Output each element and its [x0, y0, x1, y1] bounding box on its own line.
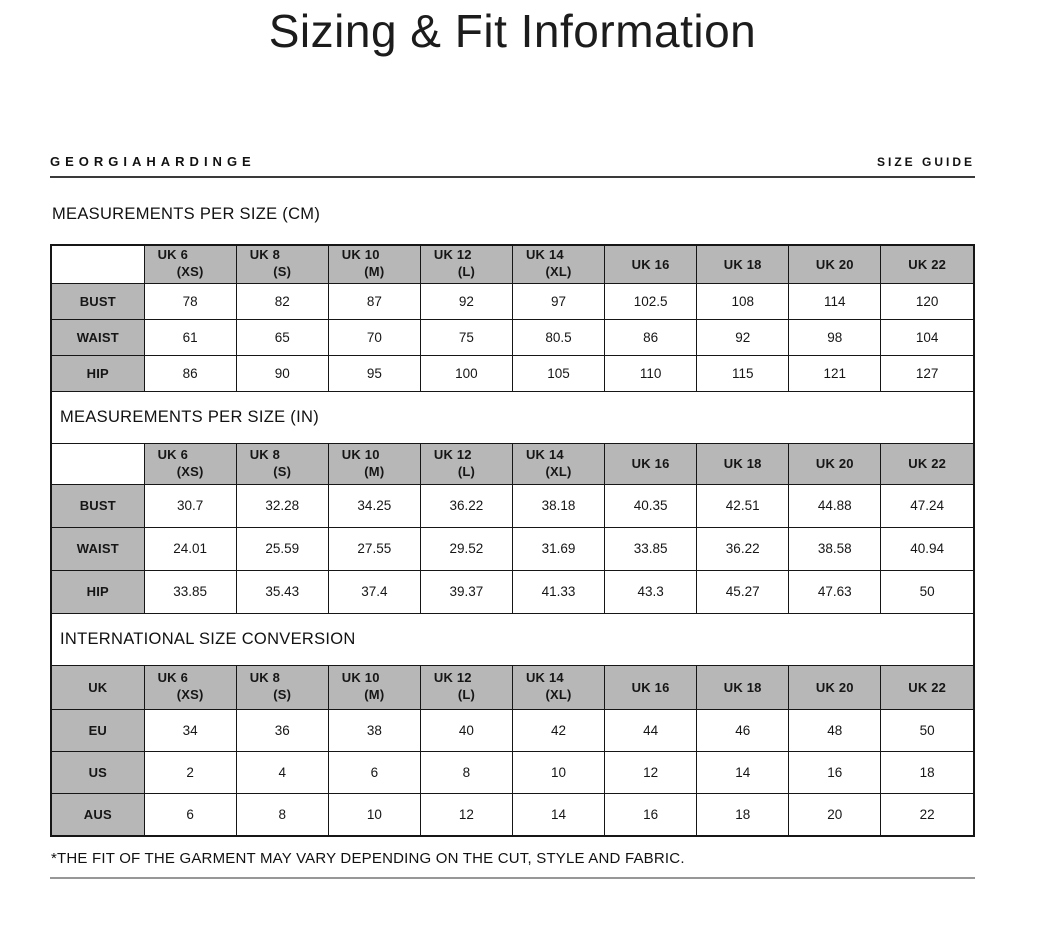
table-header-row — [52, 246, 973, 283]
column-header-cell — [328, 444, 420, 484]
value-cell: 38.58 — [789, 527, 881, 570]
value-cell: 34.25 — [328, 484, 420, 527]
value-cell: 108 — [697, 283, 789, 319]
header-divider — [50, 176, 975, 178]
size-uk-label: UK 16 — [631, 679, 670, 695]
value-cell: 39.37 — [420, 570, 512, 613]
table-slot-conversion — [52, 666, 973, 835]
column-header-lines — [237, 246, 328, 283]
size-letter-label: (XS) — [176, 264, 204, 280]
value-cell: 104 — [881, 319, 973, 355]
size-uk-label: UK 10 — [341, 247, 380, 263]
column-header-lines — [697, 246, 788, 283]
size-letter-label: (M) — [364, 687, 385, 703]
column-header-lines — [513, 246, 604, 283]
tables-container — [50, 244, 975, 837]
table-row — [52, 319, 973, 355]
size-uk-label: UK 20 — [815, 679, 854, 695]
footer-divider — [50, 877, 975, 879]
value-cell: 42 — [512, 709, 604, 751]
column-header-cell — [789, 666, 881, 709]
column-header-lines — [329, 246, 420, 283]
size-uk-label: UK 14 — [525, 670, 564, 686]
size-letter-label: (M) — [364, 264, 385, 280]
value-cell: 114 — [789, 283, 881, 319]
table-row — [52, 527, 973, 570]
size-uk-label: UK 20 — [815, 256, 854, 272]
column-header-lines — [789, 444, 880, 484]
value-cell: 16 — [605, 793, 697, 835]
brand-row — [50, 154, 975, 169]
size-table-measurements-cm — [52, 246, 973, 391]
column-header-cell — [881, 246, 973, 283]
value-cell: 38.18 — [512, 484, 604, 527]
table-header-row — [52, 444, 973, 484]
column-header-lines — [145, 444, 236, 484]
column-header-cell — [328, 666, 420, 709]
row-label-cell: BUST — [52, 484, 144, 527]
value-cell: 16 — [789, 751, 881, 793]
value-cell: 12 — [420, 793, 512, 835]
column-header-cell — [697, 666, 789, 709]
column-header-cell — [605, 246, 697, 283]
table-slot-in — [52, 444, 973, 613]
size-uk-label: UK 8 — [249, 446, 281, 462]
value-cell: 48 — [789, 709, 881, 751]
value-cell: 47.63 — [789, 570, 881, 613]
column-header-cell — [697, 246, 789, 283]
value-cell: 36 — [236, 709, 328, 751]
column-header-lines — [605, 444, 696, 484]
size-letter-label: (L) — [457, 687, 476, 703]
column-header-cell — [789, 246, 881, 283]
value-cell: 10 — [512, 751, 604, 793]
value-cell: 44 — [605, 709, 697, 751]
column-header-lines — [881, 666, 973, 709]
value-cell: 18 — [881, 751, 973, 793]
value-cell: 90 — [236, 355, 328, 391]
column-header-lines — [789, 666, 880, 709]
size-uk-label: UK 14 — [525, 446, 564, 462]
value-cell: 6 — [144, 793, 236, 835]
size-letter-label: (L) — [457, 463, 476, 479]
size-uk-label: UK 22 — [908, 456, 947, 472]
value-cell: 102.5 — [605, 283, 697, 319]
size-uk-label: UK 6 — [157, 446, 189, 462]
value-cell: 78 — [144, 283, 236, 319]
column-header-cell — [697, 444, 789, 484]
value-cell: 46 — [697, 709, 789, 751]
table-row — [52, 709, 973, 751]
value-cell: 34 — [144, 709, 236, 751]
value-cell: 27.55 — [328, 527, 420, 570]
section-heading-in: MEASUREMENTS PER SIZE (IN) — [52, 391, 973, 444]
column-header-lines — [145, 246, 236, 283]
size-letter-label: (XS) — [176, 687, 204, 703]
value-cell: 42.51 — [697, 484, 789, 527]
size-uk-label: UK 12 — [433, 446, 472, 462]
column-header-lines — [421, 666, 512, 709]
column-header-lines — [145, 666, 236, 709]
size-letter-label: (XS) — [176, 463, 204, 479]
size-letter-label: (XL) — [545, 687, 572, 703]
table-header-row — [52, 666, 973, 709]
value-cell: 40 — [420, 709, 512, 751]
column-header-lines — [697, 444, 788, 484]
size-uk-label: UK 12 — [433, 670, 472, 686]
value-cell: 32.28 — [236, 484, 328, 527]
column-header-cell — [236, 246, 328, 283]
value-cell: 110 — [605, 355, 697, 391]
column-header-lines — [421, 246, 512, 283]
column-header-cell — [605, 444, 697, 484]
row-label-cell: US — [52, 751, 144, 793]
column-header-cell — [420, 246, 512, 283]
corner-cell: UK — [52, 666, 144, 709]
column-header-cell — [512, 444, 604, 484]
size-uk-label: UK 8 — [249, 670, 281, 686]
value-cell: 31.69 — [512, 527, 604, 570]
table-row — [52, 484, 973, 527]
section-heading-cm: MEASUREMENTS PER SIZE (CM) — [52, 205, 321, 223]
value-cell: 82 — [236, 283, 328, 319]
value-cell: 65 — [236, 319, 328, 355]
column-header-cell — [605, 666, 697, 709]
column-header-cell — [420, 666, 512, 709]
table-row — [52, 355, 973, 391]
row-label-cell: WAIST — [52, 527, 144, 570]
value-cell: 24.01 — [144, 527, 236, 570]
size-table-international-size-conversion — [52, 666, 973, 835]
column-header-lines — [605, 666, 696, 709]
column-header-cell — [144, 246, 236, 283]
value-cell: 33.85 — [605, 527, 697, 570]
table-row — [52, 793, 973, 835]
column-header-cell — [512, 246, 604, 283]
value-cell: 86 — [605, 319, 697, 355]
size-uk-label: UK 10 — [341, 670, 380, 686]
value-cell: 36.22 — [697, 527, 789, 570]
size-letter-label: (XL) — [545, 463, 572, 479]
content-area — [0, 4, 1050, 879]
value-cell: 38 — [328, 709, 420, 751]
value-cell: 30.7 — [144, 484, 236, 527]
column-header-cell — [789, 444, 881, 484]
size-letter-label: (S) — [273, 463, 292, 479]
value-cell: 2 — [144, 751, 236, 793]
value-cell: 105 — [512, 355, 604, 391]
value-cell: 35.43 — [236, 570, 328, 613]
size-uk-label: UK 22 — [908, 679, 947, 695]
value-cell: 4 — [236, 751, 328, 793]
row-label-cell: WAIST — [52, 319, 144, 355]
size-uk-label: UK 20 — [815, 456, 854, 472]
column-header-lines — [329, 666, 420, 709]
size-uk-label: UK 22 — [908, 256, 947, 272]
value-cell: 92 — [420, 283, 512, 319]
column-header-lines — [237, 444, 328, 484]
row-label-cell: EU — [52, 709, 144, 751]
page-title: Sizing & Fit Information — [268, 5, 757, 57]
column-header-cell — [881, 444, 973, 484]
value-cell: 97 — [512, 283, 604, 319]
column-header-lines — [329, 444, 420, 484]
size-uk-label: UK 10 — [341, 446, 380, 462]
value-cell: 75 — [420, 319, 512, 355]
section-heading-conversion: INTERNATIONAL SIZE CONVERSION — [52, 613, 973, 666]
table-row — [52, 570, 973, 613]
size-uk-label: UK 18 — [723, 456, 762, 472]
value-cell: 6 — [328, 751, 420, 793]
value-cell: 61 — [144, 319, 236, 355]
size-uk-label: UK 14 — [525, 247, 564, 263]
corner-cell — [52, 444, 144, 484]
size-uk-label: UK 18 — [723, 256, 762, 272]
column-header-cell — [420, 444, 512, 484]
column-header-lines — [513, 444, 604, 484]
value-cell: 41.33 — [512, 570, 604, 613]
value-cell: 10 — [328, 793, 420, 835]
value-cell: 115 — [697, 355, 789, 391]
column-header-lines — [513, 666, 604, 709]
column-header-lines — [881, 246, 973, 283]
value-cell: 29.52 — [420, 527, 512, 570]
value-cell: 44.88 — [789, 484, 881, 527]
size-uk-label: UK 18 — [723, 679, 762, 695]
size-guide-page — [0, 4, 1050, 928]
value-cell: 8 — [236, 793, 328, 835]
table-row — [52, 751, 973, 793]
value-cell: 95 — [328, 355, 420, 391]
value-cell: 12 — [605, 751, 697, 793]
value-cell: 50 — [881, 570, 973, 613]
size-uk-label: UK 8 — [249, 247, 281, 263]
value-cell: 36.22 — [420, 484, 512, 527]
row-label-cell: BUST — [52, 283, 144, 319]
size-letter-label: (L) — [457, 264, 476, 280]
column-header-lines — [237, 666, 328, 709]
value-cell: 22 — [881, 793, 973, 835]
value-cell: 100 — [420, 355, 512, 391]
size-table-measurements-in — [52, 444, 973, 613]
value-cell: 40.35 — [605, 484, 697, 527]
value-cell: 120 — [881, 283, 973, 319]
value-cell: 45.27 — [697, 570, 789, 613]
column-header-cell — [144, 666, 236, 709]
value-cell: 121 — [789, 355, 881, 391]
table-slot-cm — [52, 246, 973, 391]
size-letter-label: (S) — [273, 687, 292, 703]
fit-disclaimer: *THE FIT OF THE GARMENT MAY VARY DEPENDING ON THE CUT, STYLE AND FABRIC. — [51, 850, 685, 867]
size-letter-label: (S) — [273, 264, 292, 280]
size-uk-label: UK 6 — [157, 247, 189, 263]
size-uk-label: UK 16 — [631, 256, 670, 272]
column-header-cell — [144, 444, 236, 484]
table-row — [52, 283, 973, 319]
column-header-lines — [697, 666, 788, 709]
value-cell: 37.4 — [328, 570, 420, 613]
value-cell: 43.3 — [605, 570, 697, 613]
column-header-cell — [236, 444, 328, 484]
column-header-lines — [421, 444, 512, 484]
size-uk-label: UK 12 — [433, 247, 472, 263]
brand-logo-text: GEORGIAHARDINGE — [50, 154, 256, 169]
column-header-cell — [236, 666, 328, 709]
value-cell: 14 — [512, 793, 604, 835]
corner-cell — [52, 246, 144, 283]
value-cell: 98 — [789, 319, 881, 355]
size-letter-label: (M) — [364, 463, 385, 479]
column-header-lines — [789, 246, 880, 283]
value-cell: 8 — [420, 751, 512, 793]
size-uk-label: UK 16 — [631, 456, 670, 472]
row-label-cell: HIP — [52, 355, 144, 391]
column-header-lines — [881, 444, 973, 484]
row-label-cell: AUS — [52, 793, 144, 835]
column-header-cell — [512, 666, 604, 709]
row-label-cell: HIP — [52, 570, 144, 613]
size-uk-label: UK 6 — [157, 670, 189, 686]
value-cell: 14 — [697, 751, 789, 793]
value-cell: 92 — [697, 319, 789, 355]
value-cell: 70 — [328, 319, 420, 355]
column-header-lines — [605, 246, 696, 283]
value-cell: 47.24 — [881, 484, 973, 527]
value-cell: 40.94 — [881, 527, 973, 570]
value-cell: 33.85 — [144, 570, 236, 613]
value-cell: 86 — [144, 355, 236, 391]
value-cell: 20 — [789, 793, 881, 835]
size-letter-label: (XL) — [545, 264, 572, 280]
value-cell: 80.5 — [512, 319, 604, 355]
value-cell: 87 — [328, 283, 420, 319]
size-guide-label: SIZE GUIDE — [876, 155, 975, 169]
column-header-cell — [881, 666, 973, 709]
column-header-cell — [328, 246, 420, 283]
value-cell: 25.59 — [236, 527, 328, 570]
value-cell: 18 — [697, 793, 789, 835]
value-cell: 50 — [881, 709, 973, 751]
value-cell: 127 — [881, 355, 973, 391]
